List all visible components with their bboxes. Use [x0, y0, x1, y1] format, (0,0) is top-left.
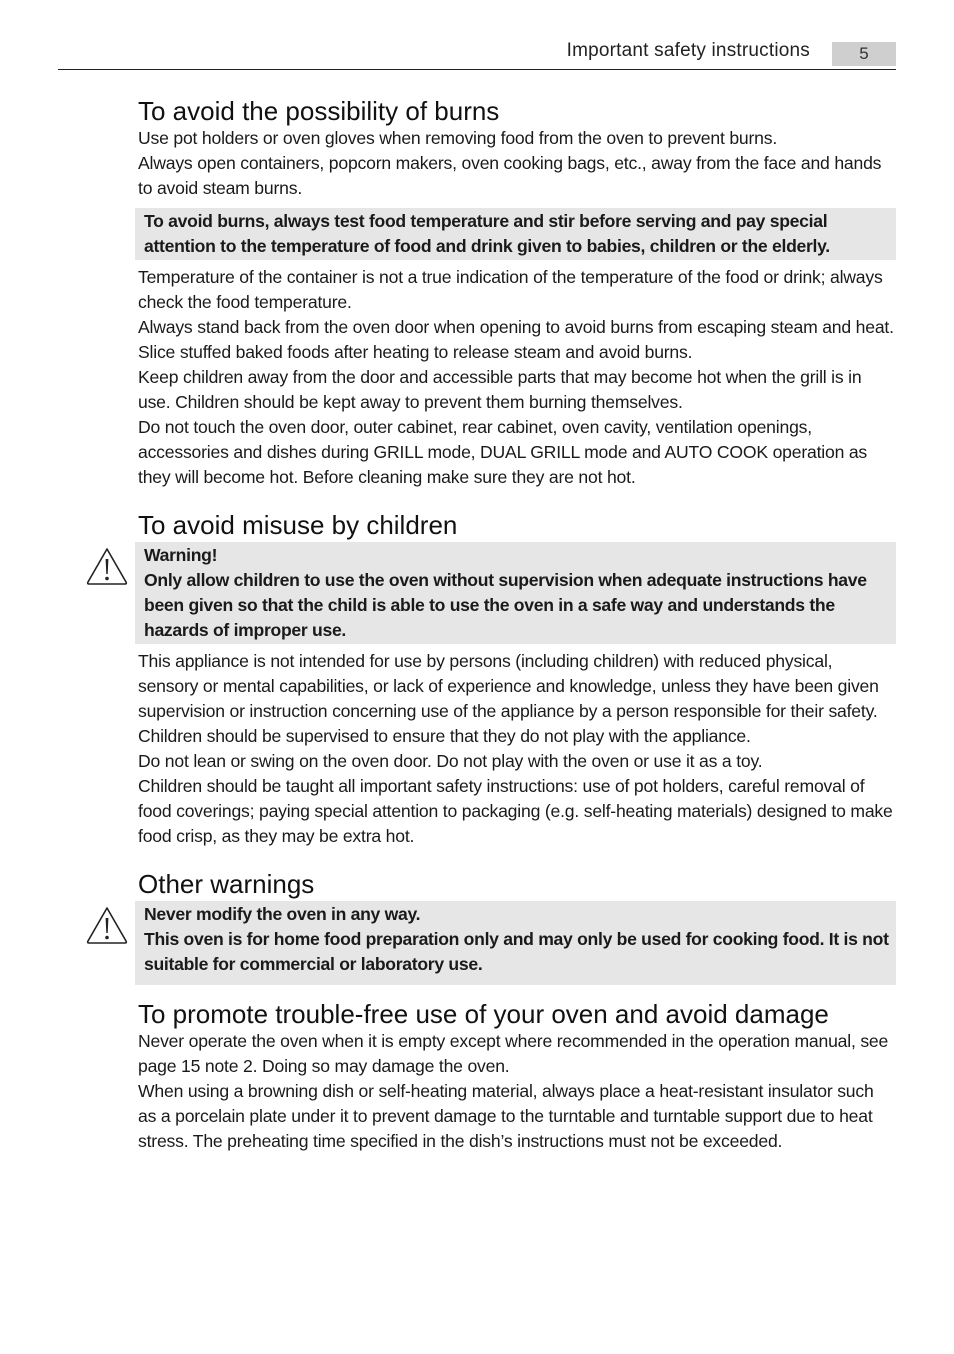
warning-title: Warning! — [144, 545, 218, 565]
paragraph: Slice stuffed baked foods after heating to release steam and avoid burns. — [138, 342, 693, 362]
note-text: To avoid burns, always test food temperature and stir before serving and pay special attention to the temperature of food and drink given to babies, children or the elderly. — [144, 211, 830, 256]
page-number: 5 — [832, 42, 896, 66]
paragraph: Always stand back from the oven door when opening to avoid burns from escaping steam and heat. — [138, 317, 894, 337]
section-heading-children: To avoid misuse by children — [138, 510, 458, 540]
warning-triangle-icon — [85, 905, 129, 945]
header-title: Important safety instructions — [566, 40, 810, 61]
warning-text: This oven is for home food preparation only and may only be used for cooking food. It is not suitable for commercial or laboratory use. — [144, 929, 889, 974]
info-note — [135, 208, 896, 260]
paragraph: Never operate the oven when it is empty except where recommended in the operation manual, see page 15 note 2. Doing so may damage the oven. — [138, 1031, 889, 1076]
section-heading-trouble-free: To promote trouble-free use of your oven and avoid damage — [138, 999, 829, 1029]
warning-triangle-icon — [85, 546, 129, 586]
section-heading-other-warnings: Other warnings — [138, 869, 315, 899]
warning-title: Never modify the oven in any way. — [144, 904, 421, 924]
paragraph: Keep children away from the door and accessible parts that may become hot when the grill is in use. Children should be kept away to prevent them burning themselves. — [138, 367, 862, 412]
warning-box — [135, 901, 896, 985]
section-heading-burns: To avoid the possibility of burns — [138, 96, 500, 126]
page-header — [58, 38, 896, 70]
paragraph: Temperature of the container is not a true indication of the temperature of the food or drink; always check the food temperature. — [138, 267, 883, 312]
paragraph: This appliance is not intended for use by persons (including children) with reduced physical, sensory or mental capabilities, or lack of experience and knowledge, unless they have been given supervision or instruction concerning use of the appliance by a person responsible for their safety. — [138, 651, 879, 721]
warning-box — [135, 542, 896, 644]
paragraph: Children should be taught all important safety instructions: use of pot holders, careful removal of food coverings; paying special attention to packaging (e.g. self-heating materials) designed to make food crisp, as they may be extra hot. — [138, 776, 893, 846]
paragraph: Use pot holders or oven gloves when removing food from the oven to prevent burns. — [138, 128, 778, 148]
paragraph: Always open containers, popcorn makers, oven cooking bags, etc., away from the face and hands to avoid steam burns. — [138, 153, 882, 198]
page-content — [138, 96, 896, 1154]
warning-text: Only allow children to use the oven without supervision when adequate instructions have been given so that the child is able to use the oven in a safe way and understands the hazards of improper use. — [144, 570, 867, 640]
paragraph: Do not touch the oven door, outer cabinet, rear cabinet, oven cavity, ventilation openings, accessories and dishes during GRILL mode, DUAL GRILL mode and AUTO COOK operation as they will become hot. Before cleaning make sure they are not hot. — [138, 417, 868, 487]
paragraph: Children should be supervised to ensure that they do not play with the appliance. — [138, 726, 751, 746]
paragraph: When using a browning dish or self-heating material, always place a heat-resistant insulator such as a porcelain plate under it to prevent damage to the turntable and turntable support due to heat stress. The preheating time specified in the dish’s instructions must not be exceeded. — [138, 1081, 874, 1151]
paragraph: Do not lean or swing on the oven door. Do not play with the oven or use it as a toy. — [138, 751, 763, 771]
